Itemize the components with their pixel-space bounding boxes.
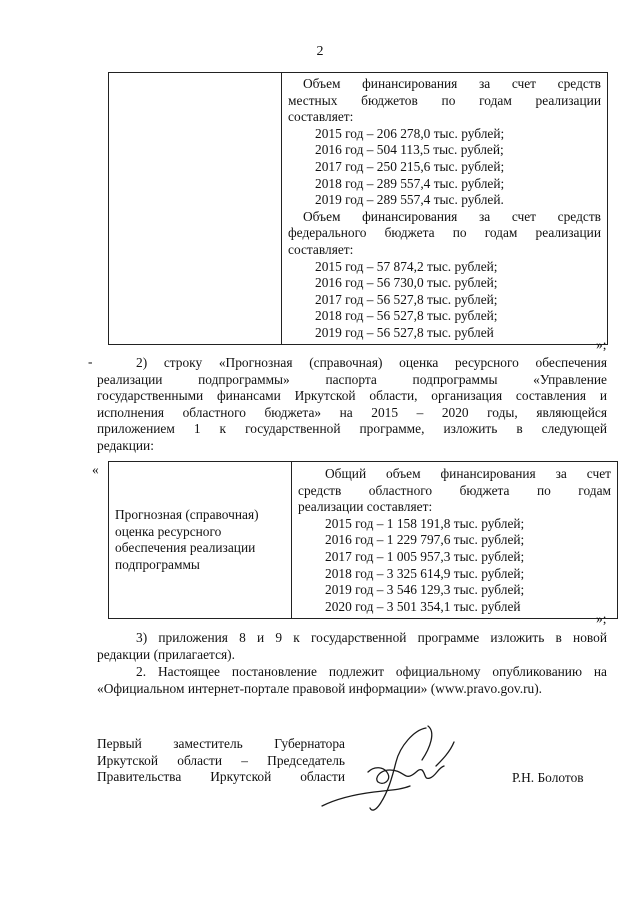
financing-table-local-federal (108, 72, 608, 345)
text-line: федерального бюджета по годам реализации (288, 225, 601, 241)
text-line: 2016 год – 56 730,0 тыс. рублей; (315, 275, 498, 291)
signatory-name: Р.Н. Болотов (512, 770, 584, 785)
text-line: составляет: (288, 109, 354, 125)
margin-dash: - (88, 354, 93, 369)
paragraph-3 (97, 630, 607, 663)
text-line: 2) строку «Прогнозная (справочная) оценка ресурсного обеспечения (136, 355, 607, 370)
signatory-title (97, 736, 345, 786)
text-line: составляет: (288, 241, 354, 257)
text-line: местных бюджетов по годам реализации (288, 92, 601, 108)
text-line: оценка ресурсного (115, 523, 222, 539)
text-line: обеспечения реализации (115, 540, 256, 556)
text-line: 2019 год – 56 527,8 тыс. рублей (315, 324, 494, 340)
text-line: 2020 год – 3 501 354,1 тыс. рублей (325, 598, 521, 614)
text-line: 2017 год – 1 005 957,3 тыс. рублей; (325, 548, 525, 564)
text-line: подпрограммы (115, 556, 200, 572)
text-line: Правительства Иркутской области (97, 769, 345, 785)
table-row (109, 462, 618, 619)
text-line: редакции: (97, 437, 154, 453)
text-line: редакции (прилагается). (97, 646, 235, 662)
table-cell-financing (292, 462, 618, 619)
closing-quote: »; (596, 337, 607, 352)
text-line: приложением 1 к государственной программе, изложить в следующей (97, 421, 607, 437)
text-line: Первый заместитель Губернатора (97, 736, 345, 751)
closing-quote: »; (596, 611, 607, 626)
table-row (109, 73, 608, 345)
table-cell-empty (109, 73, 282, 345)
table-cell-label (109, 462, 292, 619)
text-line: Прогнозная (справочная) (115, 506, 259, 522)
text-line: 2016 год – 1 229 797,6 тыс. рублей; (325, 532, 525, 548)
text-line: 2015 год – 1 158 191,8 тыс. рублей; (325, 515, 525, 531)
text-line: 3) приложения 8 и 9 к государственной программе изложить в новой (136, 630, 607, 645)
text-line: 2019 год – 289 557,4 тыс. рублей. (315, 192, 504, 208)
handwritten-signature (318, 722, 478, 822)
text-line: «Официальном интернет-портале правовой информации» (www.pravo.gov.ru). (97, 680, 543, 696)
text-line: реализации составляет: (298, 499, 433, 515)
text-line: Объем финансирования за счет средств (303, 208, 601, 224)
text-line: 2019 год – 3 546 129,3 тыс. рублей; (325, 582, 525, 598)
table-cell-financing (282, 73, 608, 345)
text-line: 2. Настоящее постановление подлежит официальному опубликованию на (136, 664, 607, 679)
text-line: средств областного бюджета по годам (298, 482, 611, 498)
financing-table-regional (108, 461, 618, 619)
text-line: 2018 год – 56 527,8 тыс. рублей; (315, 308, 498, 324)
paragraph-2 (97, 355, 607, 455)
text-line: 2018 год – 3 325 614,9 тыс. рублей; (325, 565, 525, 581)
text-line: реализации подпрограммы» паспорта подпрограммы «Управление (97, 371, 607, 387)
text-line: Общий объем финансирования за счет (325, 466, 611, 481)
text-line: исполнения областного бюджета» на 2015 – 2020 годы, являющейся (97, 404, 607, 420)
text-line: государственными финансами Иркутской области, организация составления и (97, 388, 607, 404)
text-line: 2017 год – 56 527,8 тыс. рублей; (315, 291, 498, 307)
text-line: 2015 год – 206 278,0 тыс. рублей; (315, 125, 505, 141)
text-line: 2015 год – 57 874,2 тыс. рублей; (315, 258, 498, 274)
opening-quote: « (92, 462, 99, 477)
text-line: 2016 год – 504 113,5 тыс. рублей; (315, 142, 504, 158)
text-line: Иркутской области – Председатель (97, 752, 345, 768)
paragraph-publication (97, 664, 607, 697)
page-number: 2 (316, 44, 324, 59)
text-line: 2018 год – 289 557,4 тыс. рублей; (315, 175, 505, 191)
text-line: 2017 год – 250 215,6 тыс. рублей; (315, 158, 505, 174)
text-line: Объем финансирования за счет средств (303, 76, 601, 91)
